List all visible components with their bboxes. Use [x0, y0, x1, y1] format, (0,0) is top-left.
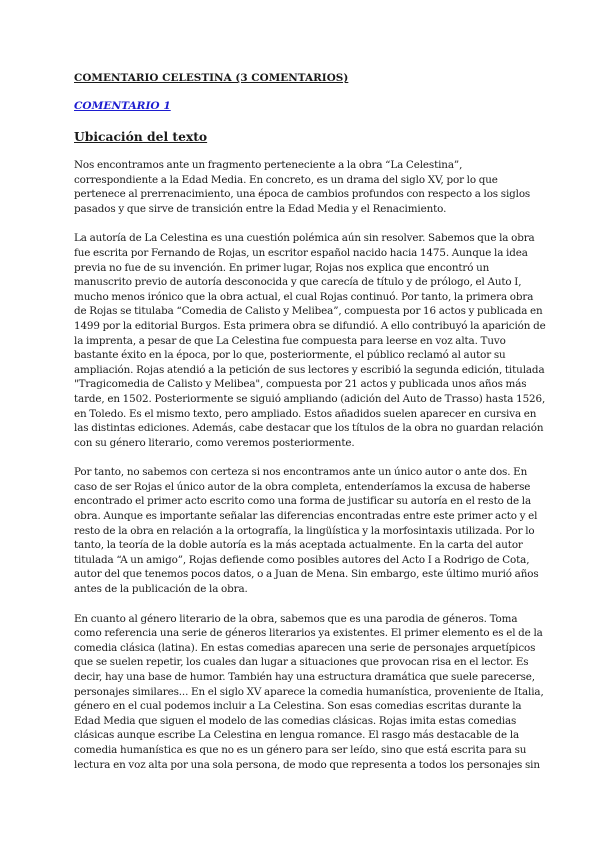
paragraph-4: [74, 612, 544, 773]
paragraph-line: titulada “A un amigo”, Rojas defiende como posibles autores del Acto I a Rodrigo de Cota,: [74, 553, 530, 566]
paragraph-line: obra. Aunque es importante señalar las diferencias encontradas entre este primer acto y el: [74, 510, 538, 523]
section-heading: Ubicación del texto: [74, 129, 208, 144]
paragraph-line: correspondiente a la Edad Media. En concreto, es un drama del siglo XV, por lo que: [74, 173, 498, 186]
paragraph-line: La autoría de La Celestina es una cuestión polémica aún sin resolver. Sabemos que la obra: [74, 232, 535, 245]
paragraph-line: que se suelen repetir, los cuales dan lugar a situaciones que provocan risa en el lector. Es: [74, 656, 529, 669]
paragraph-line: previa no fue de su invención. En primer lugar, Rojas nos explica que encontró un: [74, 261, 490, 274]
paragraph-line: 1499 por la editorial Burgos. Esta primera obra se difundió. A ello contribuyó la aparición de: [74, 319, 546, 332]
paragraph-2: [74, 231, 546, 450]
paragraph-line: "Tragicomedia de Calisto y Melibea", compuesta por 21 actos y publicada unos años más: [74, 378, 527, 391]
paragraph-line: encontrado el primer acto escrito como una forma de justificar su autoría en el resto de la: [74, 495, 531, 508]
paragraph-line: comedia humanística es que no es un género para ser leído, sino que está escrita para su: [74, 743, 527, 756]
paragraph-line: decir, hay una base de humor. También hay una estructura dramática que suele parecerse,: [74, 671, 535, 683]
paragraph-line: como referencia una serie de géneros literarios ya existentes. El primer elemento es el de la: [74, 627, 543, 640]
paragraph-line: con su género literario, como veremos posteriormente.: [74, 436, 355, 449]
paragraph-line: ampliación. Rojas atendió a la petición de sus lectores y escribió la segunda edición, titulada: [74, 363, 545, 376]
paragraph-line: las distintas ediciones. Además, cabe destacar que los títulos de la obra no guardan relación: [74, 422, 544, 435]
paragraph-line: lectura en voz alta por una sola persona, de modo que representa a todos los personajes sin: [74, 758, 540, 771]
paragraph-line: Por tanto, no sabemos con certeza si nos encontramos ante un único autor o ante dos. En: [74, 466, 528, 479]
paragraph-line: Nos encontramos ante un fragmento perteneciente a la obra “La Celestina”,: [74, 159, 463, 171]
paragraph-line: autor del que tenemos pocos datos, o a Juan de Mena. Sin embargo, este último murió años: [74, 568, 539, 581]
paragraph-1: [74, 158, 531, 216]
paragraph-line: fue escrita por Fernando de Rojas, un escritor español nacido hacia 1475. Aunque la idea: [74, 246, 528, 259]
paragraph-line: la imprenta, a pesar de que La Celestina fue compuesta para leerse en voz alta. Tuvo: [74, 334, 506, 347]
comment-heading: COMENTARIO 1: [74, 100, 171, 112]
paragraph-line: pasados y que sirve de transición entre la Edad Media y el Renacimiento.: [74, 202, 447, 215]
paragraph-3: [74, 465, 539, 596]
document-title: COMENTARIO CELESTINA (3 COMENTARIOS): [74, 72, 349, 84]
paragraph-line: de Rojas se titulaba “Comedia de Calisto y Melibea”, compuesta por 16 actos y publicada en: [74, 305, 543, 318]
paragraph-line: clásicas aunque escribe La Celestina en lengua romance. El rasgo más destacable de la: [74, 729, 520, 742]
paragraph-line: tarde, en 1502. Posteriormente se siguió ampliando (adición del Auto de Trasso) hasta 1526,: [74, 392, 546, 405]
paragraph-line: tanto, la teoría de la doble autoría es la más aceptada actualmente. En la carta del autor: [74, 539, 523, 552]
paragraph-line: En cuanto al género literario de la obra, sabemos que es una parodia de géneros. Toma: [74, 612, 518, 625]
paragraph-line: en Toledo. Es el mismo texto, pero ampliado. Estos añadidos suelen aparecer en cursiva en: [74, 407, 537, 420]
paragraph-line: bastante éxito en la época, por lo que, posteriormente, el público reclamó al autor su: [74, 349, 506, 362]
paragraph-line: antes de la publicación de la obra.: [74, 583, 248, 596]
paragraph-line: resto de la obra en relación a la ortografía, la lingüística y la morfosintaxis utilizada. Por lo: [74, 524, 535, 537]
paragraph-line: mucho menos irónico que la obra actual, el cual Rojas continuó. Por tanto, la primera obra: [74, 290, 534, 303]
paragraph-line: comedia clásica (latina). En estas comedias aparecen una serie de personajes arquetípicos: [74, 641, 536, 654]
document-content: [74, 72, 546, 772]
paragraph-line: personajes similares... En el siglo XV aparece la comedia humanística, proveniente de Italia,: [74, 685, 544, 698]
paragraph-line: manuscrito previo de autoría desconocida y que carecía de título y de prólogo, el Auto I,: [74, 276, 522, 289]
paragraph-line: caso de ser Rojas el único autor de la obra completa, entenderíamos la excusa de haberse: [74, 480, 531, 493]
paragraph-line: Edad Media que siguen el modelo de las comedias clásicas. Rojas imita estas comedias: [74, 714, 517, 727]
paragraph-line: pertenece al prerrenacimiento, una época de cambios profundos con respecto a los siglos: [74, 188, 531, 201]
paragraph-line: género en el cual podemos incluir a La Celestina. Son esas comedias escritas durante la: [74, 700, 522, 713]
